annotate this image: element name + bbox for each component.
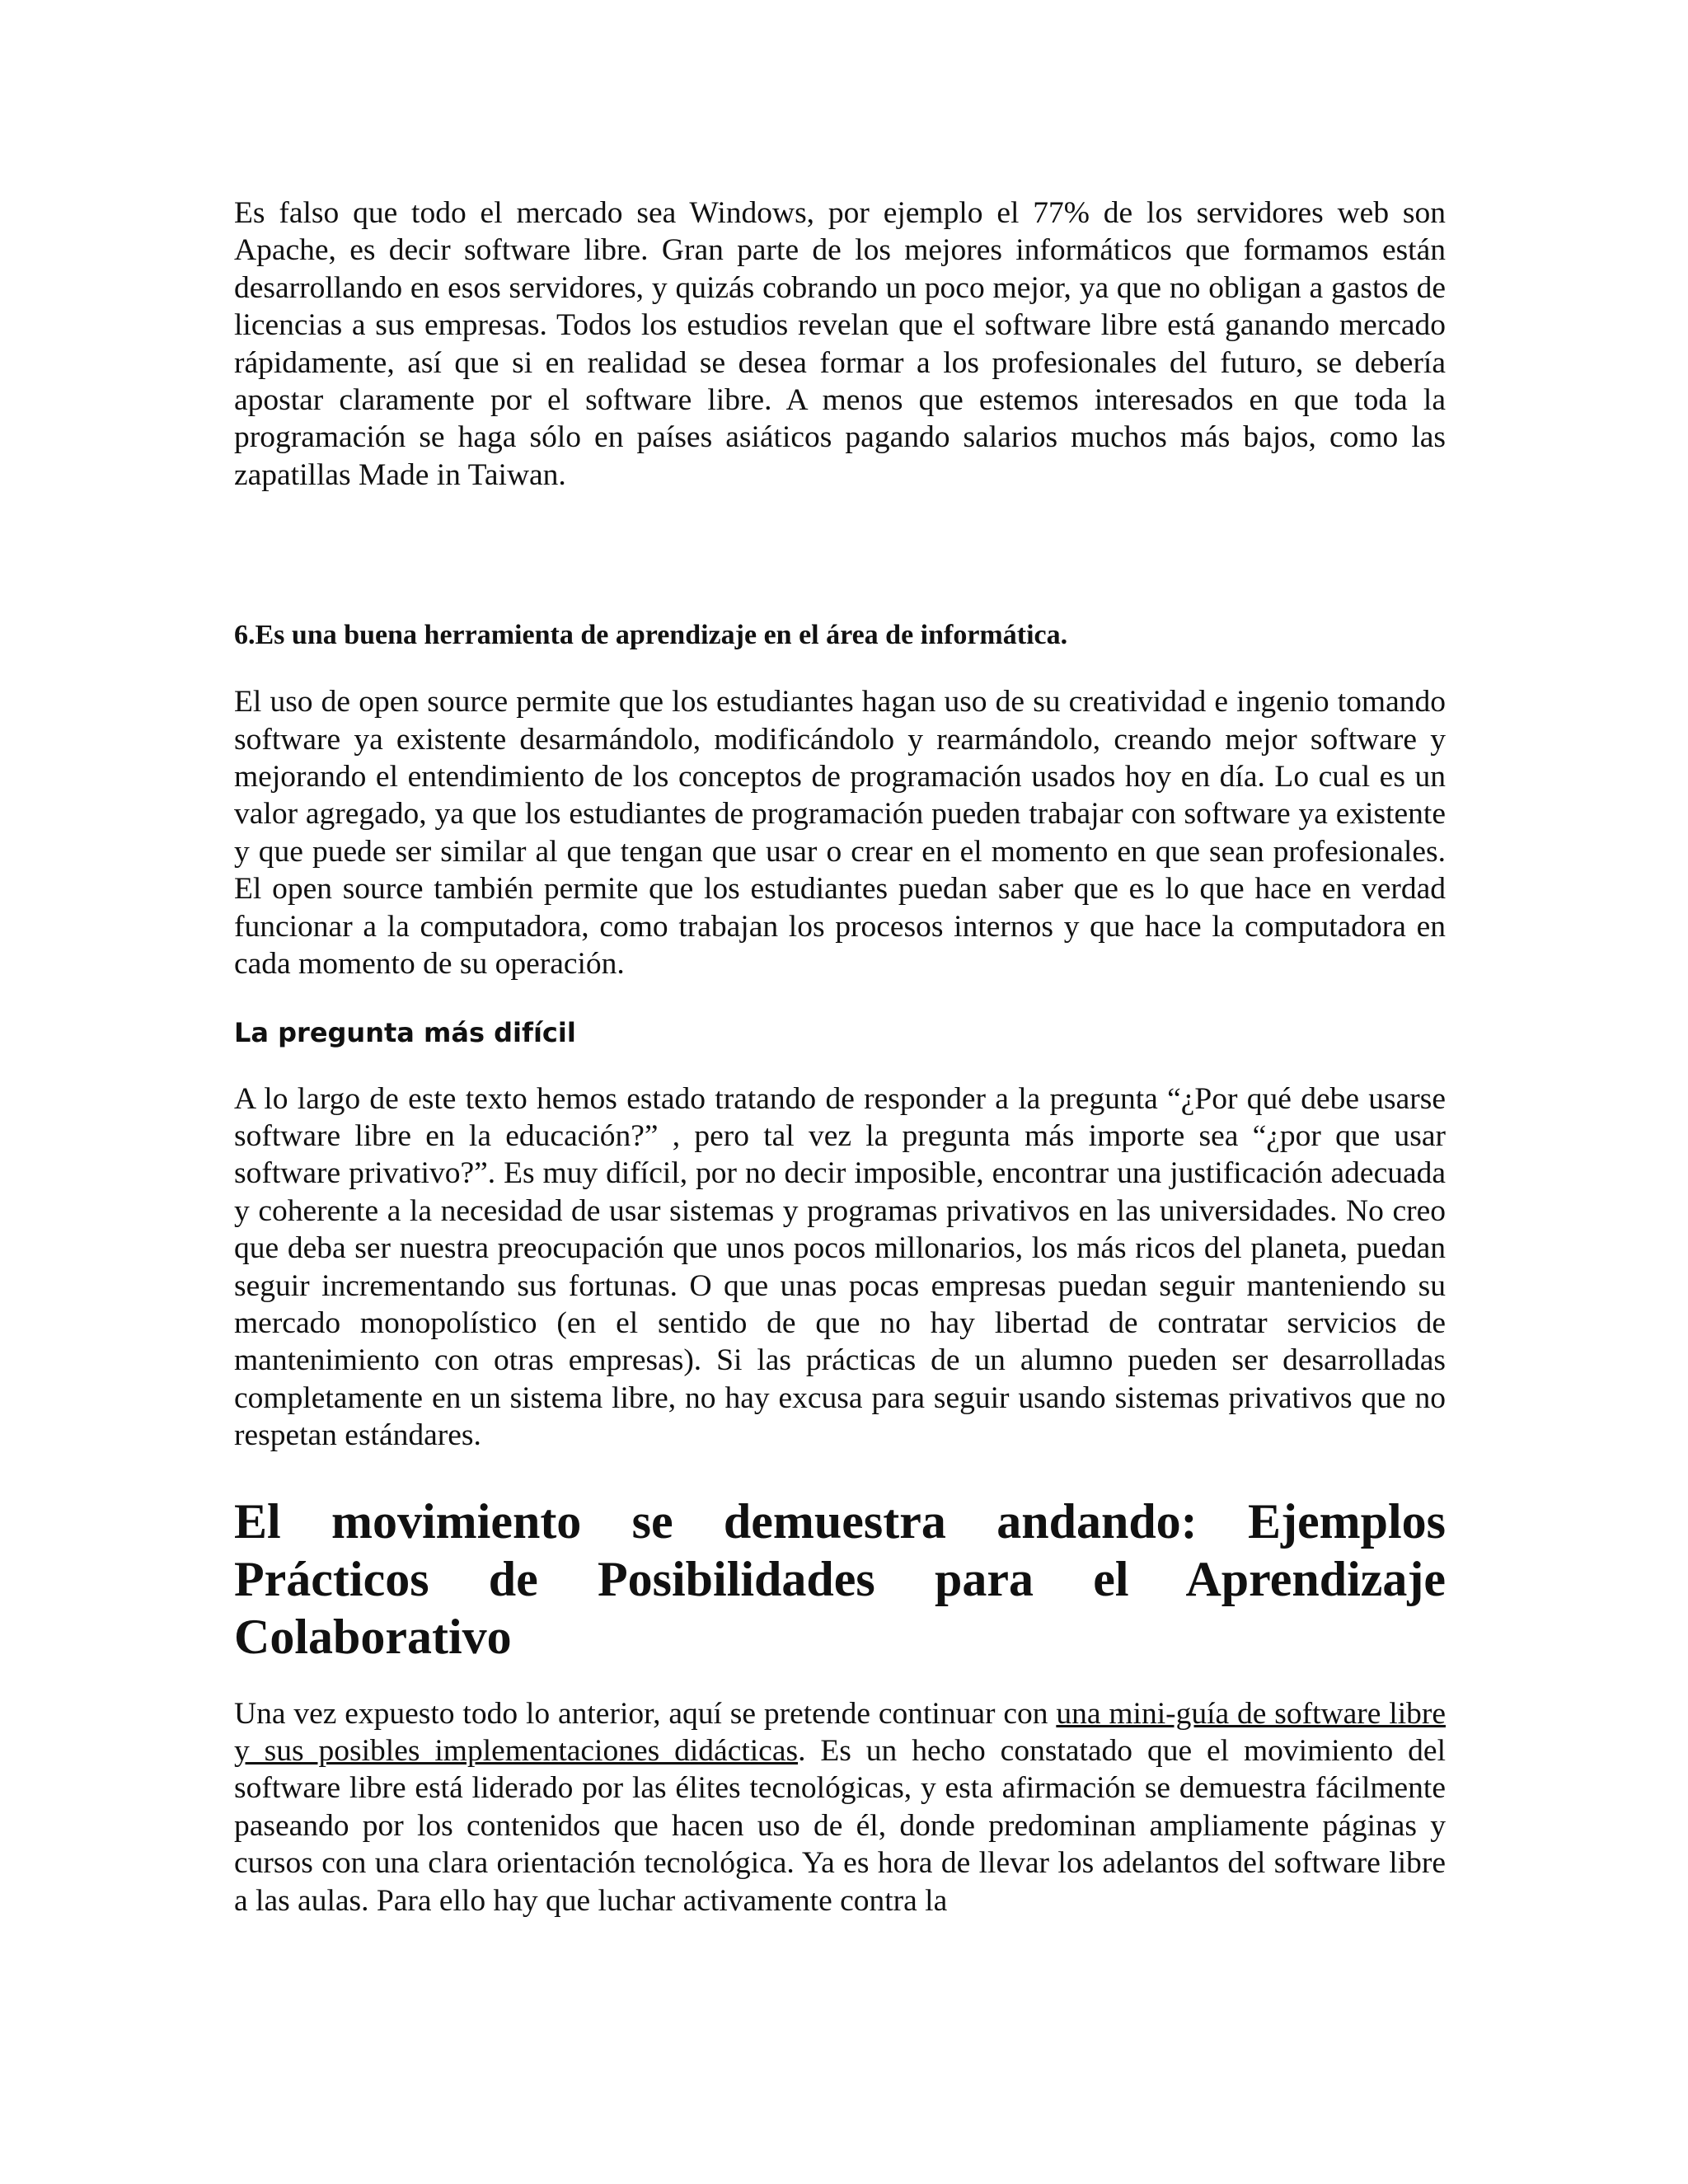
paragraph-mini-guide (234, 1695, 1446, 1919)
paragraph-open-source-students: El uso de open source permite que los estudiantes hagan uso de su creatividad e ingenio tomando software ya existente desarmándolo, modificándolo y rearmándolo, creando mejor software y mejorando el entendimiento de los conceptos de programación usados hoy en día. Lo cual es un valor agregado, ya que los estudiantes de programación pueden trabajar con software ya existente y que puede ser similar al que tengan que usar o crear en el momento en que sean profesionales. El open source también permite que los estudiantes puedan saber que es lo que hace en verdad funcionar a la computadora, como trabajan los procesos internos y que hace la computadora en cada momento de su operación. (234, 685, 1446, 982)
subheading-hardest-question: La pregunta más difícil (234, 1016, 576, 1048)
mini-guide-link[interactable]: una mini-guía de software libre y sus posibles implementaciones didácticas (234, 1696, 1446, 1768)
paragraph-mini-guide-intro: Una vez expuesto todo lo anterior, aquí se pretende continuar con (234, 1696, 1057, 1731)
section-heading-examples: El movimiento se demuestra andando: Ejemplos Prácticos de Posibilidades para el Aprendizaje Colaborativo (234, 1493, 1446, 1664)
page-content (234, 194, 1446, 1919)
paragraph-windows-market: Es falso que todo el mercado sea Windows, por ejemplo el 77% de los servidores web son Apache, es decir software libre. Gran parte de los mejores informáticos que formamos están desarrollando en esos servidores, y quizás cobrando un poco mejor, ya que no obligan a gastos de licencias a sus empresas. Todos los estudios revelan que el software libre está ganando mercado rápidamente, así que si en realidad se desea formar a los profesionales del futuro, se debería apostar claramente por el software libre. A menos que estemos interesados en que toda la programación se haga sólo en países asiáticos pagando salarios muchos más bajos, como las zapatillas Made in Taiwan. (234, 196, 1446, 492)
paragraph-mini-guide-rest: . Es un hecho constatado que el movimiento del software libre está liderado por las élites tecnológicas, y esta afirmación se demuestra fácilmente paseando por los contenidos que hacen uso de él, donde predominan ampliamente páginas y cursos con una clara orientación tecnológica. Ya es hora de llevar los adelantos del software libre a las aulas. Para ello hay que luchar activamente contra la (234, 1733, 1446, 1918)
paragraph-hardest-question: A lo largo de este texto hemos estado tratando de responder a la pregunta “¿Por qué debe usarse software libre en la educación?” , pero tal vez la pregunta más importe sea “¿por que usar software privativo?”. Es muy difícil, por no decir imposible, encontrar una justificación adecuada y coherente a la necesidad de usar sistemas y programas privativos en las universidades. No creo que deba ser nuestra preocupación que unos pocos millonarios, los más ricos del planeta, puedan seguir incrementando sus fortunas. O que unas pocas empresas puedan seguir manteniendo su mercado monopolístico (en el sentido de que no hay libertad de contratar servicios de mantenimiento con otras empresas). Si las prácticas de un alumno pueden ser desarrolladas completamente en un sistema libre, no hay excusa para seguir usando sistemas privativos que no respetan estándares. (234, 1081, 1446, 1453)
heading-learning-tool: 6.Es una buena herramienta de aprendizaje en el área de informática. (234, 620, 1068, 651)
